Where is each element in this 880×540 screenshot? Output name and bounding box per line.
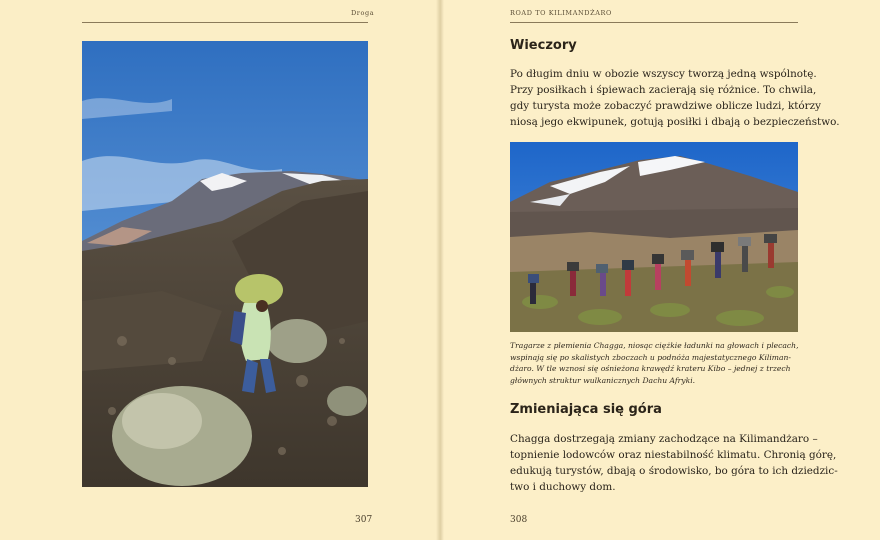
changing-mountain-paragraph — [510, 431, 838, 495]
porter-photo-illustration — [82, 41, 368, 487]
changing-mountain-line: edukują turystów, dbają o środowisko, bo góra to ich dziedzic- — [510, 465, 838, 477]
caption-line: głównych struktur wulkanicznych Dachu Afryki. — [510, 375, 696, 385]
left-running-head: Droga — [351, 9, 375, 17]
right-page — [440, 0, 880, 540]
evenings-paragraph — [510, 66, 840, 130]
porters-kilimanjaro-photo — [510, 142, 798, 332]
porter-on-slope-photo — [82, 41, 368, 487]
evenings-line: Po długim dniu w obozie wszyscy tworzą jedną wspólnotę. — [510, 68, 817, 80]
photo-caption — [510, 340, 800, 386]
changing-mountain-line: Chagga dostrzegają zmiany zachodzące na Kilimandżaro – — [510, 433, 818, 445]
caption-line: wspinają się po skalistych zboczach u podnóża majestatycznego Kiliman- — [510, 352, 791, 362]
left-header-rule — [82, 22, 368, 23]
changing-mountain-line: topnienie lodowców oraz niestabilność klimatu. Chronią górę, — [510, 449, 837, 461]
evenings-line: gdy turysta może zobaczyć prawdziwe oblicze ludzi, którzy — [510, 100, 821, 112]
changing-mountain-line: two i duchowy dom. — [510, 481, 616, 493]
section-heading-evenings: Wieczory — [510, 38, 577, 53]
evenings-line: niosą jego ekwipunek, gotują posiłki i dbają o bezpieczeństwo. — [510, 116, 840, 128]
section-heading-changing-mountain: Zmieniająca się góra — [510, 402, 662, 417]
evenings-line: Przy posiłkach i śpiewach zacierają się różnice. To chwila, — [510, 84, 817, 96]
right-page-number: 308 — [510, 515, 528, 525]
right-header-rule — [510, 22, 798, 23]
caption-line: Tragarze z plemienia Chagga, niosąc ciężkie ładunki na głowach i plecach, — [510, 341, 799, 350]
porters-photo-illustration — [510, 142, 798, 332]
caption-line: dżaro. W tle wznosi się ośnieżona krawędź krateru Kibo – jednej z trzech — [510, 364, 791, 374]
left-page-number: 307 — [355, 515, 373, 525]
right-running-head: ROAD TO KILIMANDŻARO — [510, 9, 612, 17]
book-gutter — [436, 0, 444, 540]
